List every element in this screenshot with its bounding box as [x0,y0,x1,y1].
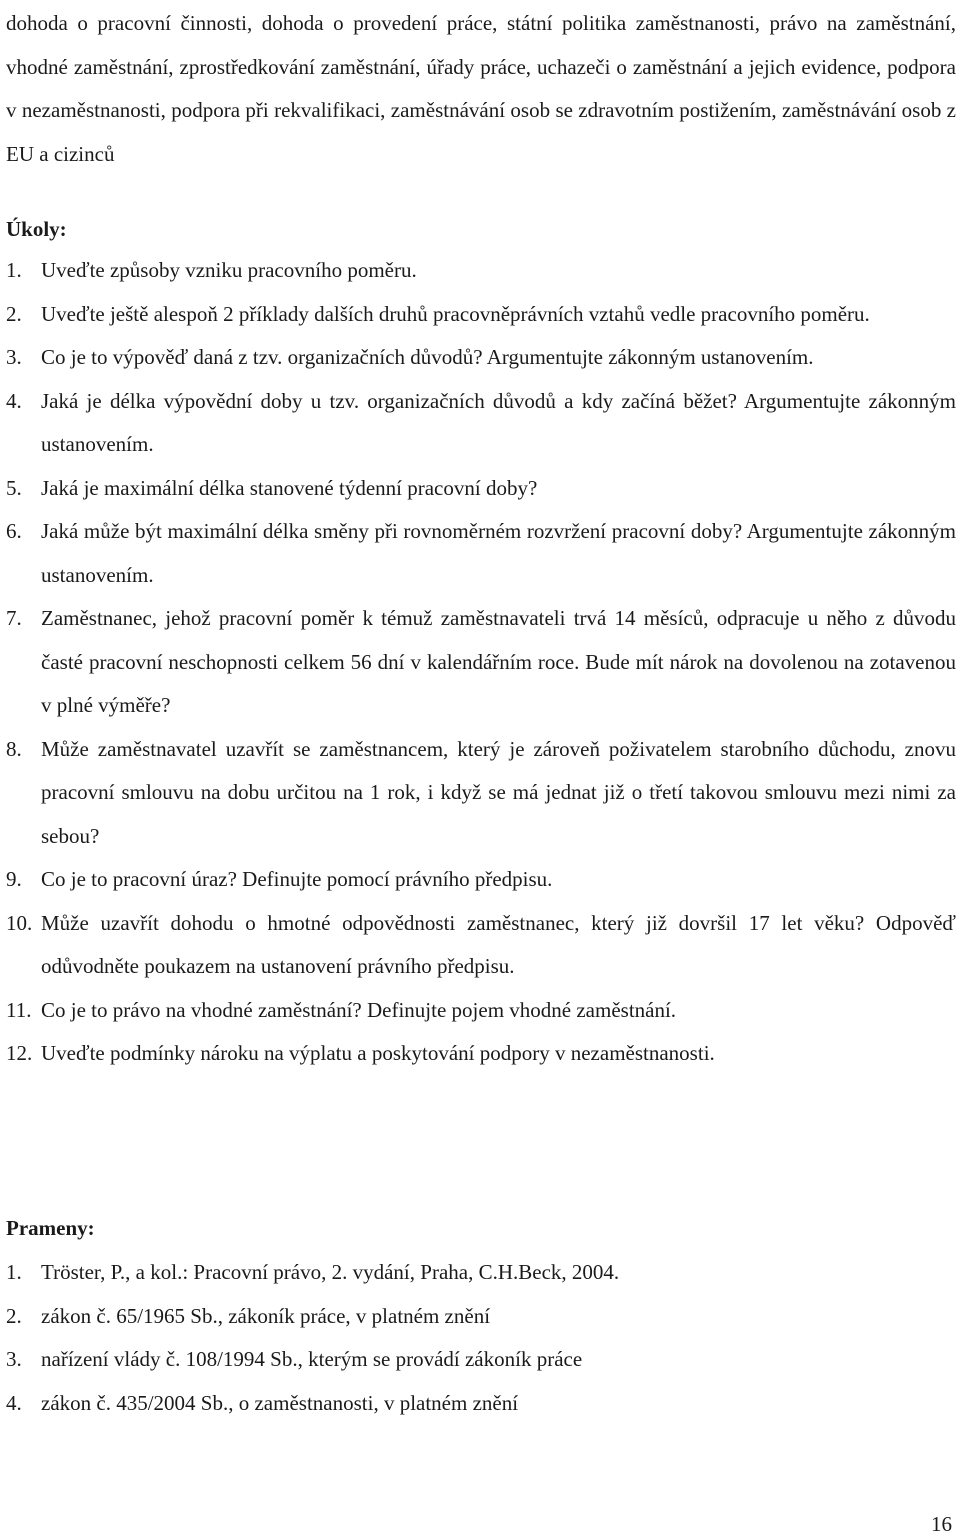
task-text: Jaká je délka výpovědní doby u tzv. organizačních důvodů a kdy začíná běžet? Argumentujte zákonným ustanovením. [41,388,956,456]
task-text: Může uzavřít dohodu o hmotné odpovědnosti zaměstnanec, který již dovršil 17 let věku? Odpověď odůvodněte poukazem na ustanovení právního předpisu. [41,910,956,978]
task-number: 2. [6,301,22,326]
sources-list [6,1251,956,1425]
source-number: 3. [6,1347,22,1371]
tasks-heading: Úkoly: [6,217,67,241]
task-text: Uveďte ještě alespoň 2 příklady dalších druhů pracovněprávních vztahů vedle pracovního poměru. [41,301,870,326]
task-item [6,467,956,511]
task-number: 7. [6,606,22,630]
task-text: Může zaměstnavatel uzavřít se zaměstnancem, který je zároveň poživatelem starobního důchodu, znovu pracovní smlouvu na dobu určitou na 1 rok, i když se má jednat již o třetí takovou smlouvu mezi nimi za sebou? [41,736,956,848]
task-number: 5. [6,475,22,500]
source-item [6,1295,956,1339]
task-text: Co je to výpověď daná z tzv. organizačních důvodů? Argumentujte zákonným ustanovením. [41,345,814,369]
task-item [6,293,956,337]
task-item [6,902,956,989]
task-text: Jaká je maximální délka stanovené týdenní pracovní doby? [41,475,538,500]
task-number: 4. [6,388,22,413]
task-number: 9. [6,867,22,891]
task-number: 10. [6,910,33,935]
source-item [6,1382,956,1426]
task-number: 3. [6,345,22,369]
task-item [6,597,956,728]
tasks-list [6,249,956,1076]
source-text: zákon č. 65/1965 Sb., zákoník práce, v platném znění [41,1303,491,1328]
task-item [6,510,956,597]
page-number: 16 [931,1512,952,1536]
task-item [6,336,956,380]
source-number: 2. [6,1303,22,1328]
task-text: Jaká může být maximální délka směny při rovnoměrném rozvržení pracovní doby? Argumentujte zákonným ustanovením. [41,519,956,587]
intro-paragraph: dohoda o pracovní činnosti, dohoda o provedení práce, státní politika zaměstnanosti, právo na zaměstnání, vhodné zaměstnání, zprostředkování zaměstnání, úřady práce, uchazeči o zaměstnání a jejich evidence, podpora v nezaměstnanosti, podpora při rekvalifikaci, zaměstnávání osob se zdravotním postižením, zaměstnávání osob z EU a cizinců [6,11,956,166]
task-text: Co je to pracovní úraz? Definujte pomocí právního předpisu. [41,867,553,891]
source-item [6,1338,956,1382]
source-text: nařízení vlády č. 108/1994 Sb., kterým se provádí zákoník práce [41,1347,583,1371]
task-item [6,728,956,859]
source-item [6,1251,956,1295]
task-text: Zaměstnanec, jehož pracovní poměr k témuž zaměstnavateli trvá 14 měsíců, odpracuje u něho z důvodu časté pracovní neschopnosti celkem 56 dní v kalendářním roce. Bude mít nárok na dovolenou na zotavenou v plné výměře? [41,606,956,717]
task-text: Uveďte způsoby vzniku pracovního poměru. [41,258,417,282]
task-number: 1. [6,258,22,282]
sources-heading: Prameny: [6,1216,95,1240]
task-text: Uveďte podmínky nároku na výplatu a poskytování podpory v nezaměstnanosti. [41,1041,715,1065]
source-number: 1. [6,1260,22,1284]
source-text: Tröster, P., a kol.: Pracovní právo, 2. vydání, Praha, C.H.Beck, 2004. [41,1260,620,1284]
task-number: 8. [6,736,22,761]
task-item [6,989,956,1033]
task-item [6,1032,956,1076]
source-text: zákon č. 435/2004 Sb., o zaměstnanosti, v platném znění [41,1390,519,1415]
task-item [6,249,956,293]
source-number: 4. [6,1390,22,1415]
task-number: 6. [6,519,22,543]
task-item [6,858,956,902]
task-item [6,380,956,467]
task-text: Co je to právo na vhodné zaměstnání? Definujte pojem vhodné zaměstnání. [41,997,677,1022]
task-number: 11. [6,997,32,1022]
task-number: 12. [6,1041,33,1065]
